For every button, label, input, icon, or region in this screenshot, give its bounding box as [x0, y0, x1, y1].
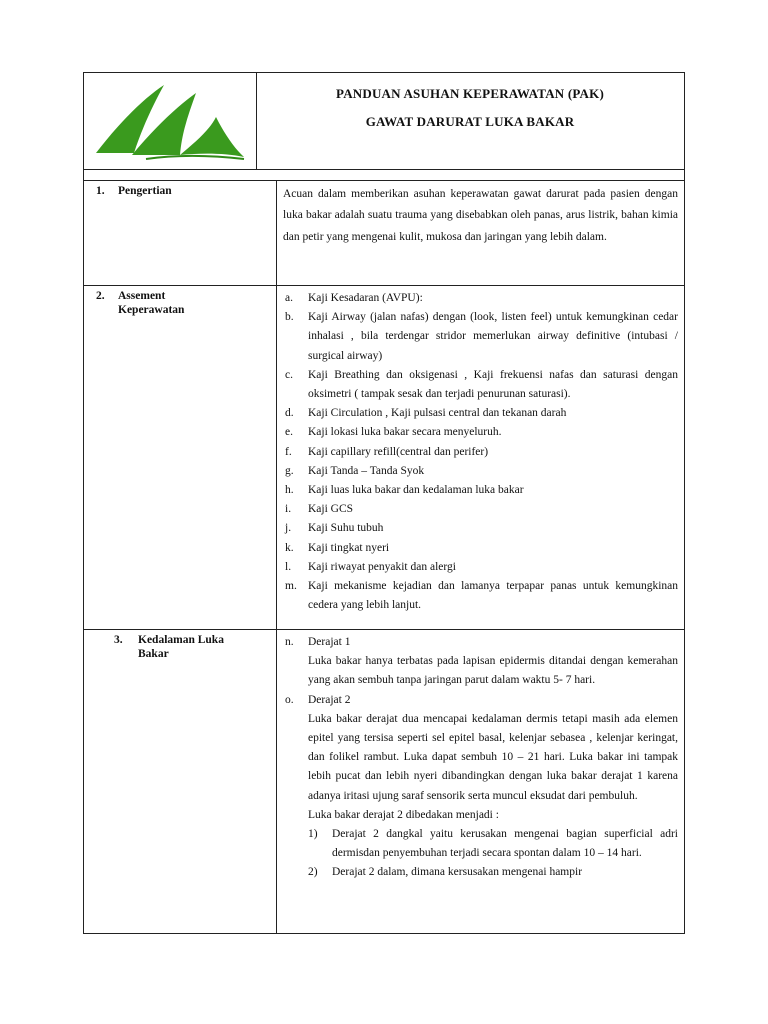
- document-subtitle: GAWAT DARURAT LUKA BAKAR: [365, 114, 575, 129]
- document-title: PANDUAN ASUHAN KEPERAWATAN (PAK): [336, 86, 604, 101]
- section-label: Kedalaman Luka: [138, 634, 224, 646]
- list-item: n. Derajat 1: [285, 636, 351, 648]
- section-label-line2: Keperawatan: [118, 304, 185, 316]
- list-item: l. Kaji riwayat penyakit dan alergi: [285, 560, 456, 573]
- list-item: e. Kaji lokasi luka bakar secara menyeluruh.: [285, 426, 502, 439]
- hospital-logo-icon: [84, 73, 256, 169]
- degree1-description: Luka bakar hanya terbatas pada lapisan epidermis ditandai dengan kemerahan yang akan sembuh tanpa jaringan parut dalam waktu 5- 7 hari.: [308, 655, 678, 687]
- content-table: [83, 180, 685, 934]
- section-content: Acuan dalam memberikan asuhan keperawatan gawat darurat pada pasien dengan luka bakar adalah suatu trauma yang disebabkan oleh panas, arus listrik, bahan kimia dan petir yang mengenai kulit, mukosa dan jaringan yang lebih dalam.: [283, 188, 678, 243]
- section-label: Pengertian: [118, 185, 172, 197]
- document-header: [83, 72, 685, 170]
- section-row-pengertian: [84, 181, 684, 286]
- section-number: 3.: [114, 634, 123, 646]
- list-item: m. Kaji mekanisme kejadian dan lamanya terpapar panas untuk kemungkinan cedera yang lebih lanjut.: [285, 580, 678, 612]
- section-row-assement: [84, 286, 684, 630]
- section-number: 1.: [96, 185, 105, 197]
- section-label-line2: Bakar: [138, 648, 169, 660]
- list-item: c. Kaji Breathing dan oksigenasi , Kaji frekuensi nafas dan saturasi dengan oksimetri ( tampak sesak dan terjadi penurunan saturasi).: [285, 368, 678, 401]
- section-label: Assement: [118, 290, 166, 302]
- list-item: d. Kaji Circulation , Kaji pulsasi central dan tekanan darah: [285, 407, 567, 420]
- degree2-intro: Luka bakar derajat 2 dibedakan menjadi :: [308, 808, 499, 821]
- degree2-description: Luka bakar derajat dua mencapai kedalaman dermis tetapi masih ada elemen epitel yang tersisa seperti sel epitel basal, kelenjar sebasea , kelenjar keringat, dan folikel rambut. Luka dapat sembuh 10 – 21 hari. Luka bakar ini tampak lebih pucat dan lebih nyeri dibandingkan dengan luka bakar derajat 1 karena adanya iritasi ujung saraf sensorik serta muncul eksudat dari pembuluh.: [308, 712, 678, 802]
- section-number: 2.: [96, 290, 105, 302]
- sub-list-item: 1) Derajat 2 dangkal yaitu kerusakan mengenai bagian superficial adri dermisdan penyembuhan terjadi secara spontan dalam 10 – 14 hari.: [308, 828, 678, 860]
- title-cell: [256, 73, 684, 169]
- list-item: o. Derajat 2: [285, 693, 351, 706]
- logo-cell: [84, 73, 257, 169]
- list-item: f. Kaji capillary refill(central dan perifer): [285, 445, 489, 458]
- assessment-list: [283, 289, 678, 615]
- depth-list: [283, 633, 678, 652]
- list-item: a. Kaji Kesadaran (AVPU):: [285, 292, 423, 304]
- list-item: k. Kaji tingkat nyeri: [285, 541, 390, 554]
- sub-list-item: 2) Derajat 2 dalam, dimana kersusakan mengenai hampir: [308, 866, 583, 879]
- list-item: h. Kaji luas luka bakar dan kedalaman luka bakar: [285, 484, 524, 497]
- list-item: b. Kaji Airway (jalan nafas) dengan (look, listen feel) untuk kemungkinan cedar inhalasi , bila terdengar stridor memerlukan airway definitive (intubasi / surgical airway): [285, 311, 678, 362]
- list-item: j. Kaji Suhu tubuh: [285, 522, 384, 535]
- list-item: g. Kaji Tanda – Tanda Syok: [285, 464, 425, 477]
- list-item: i. Kaji GCS: [285, 503, 354, 516]
- section-row-kedalaman: [84, 630, 684, 933]
